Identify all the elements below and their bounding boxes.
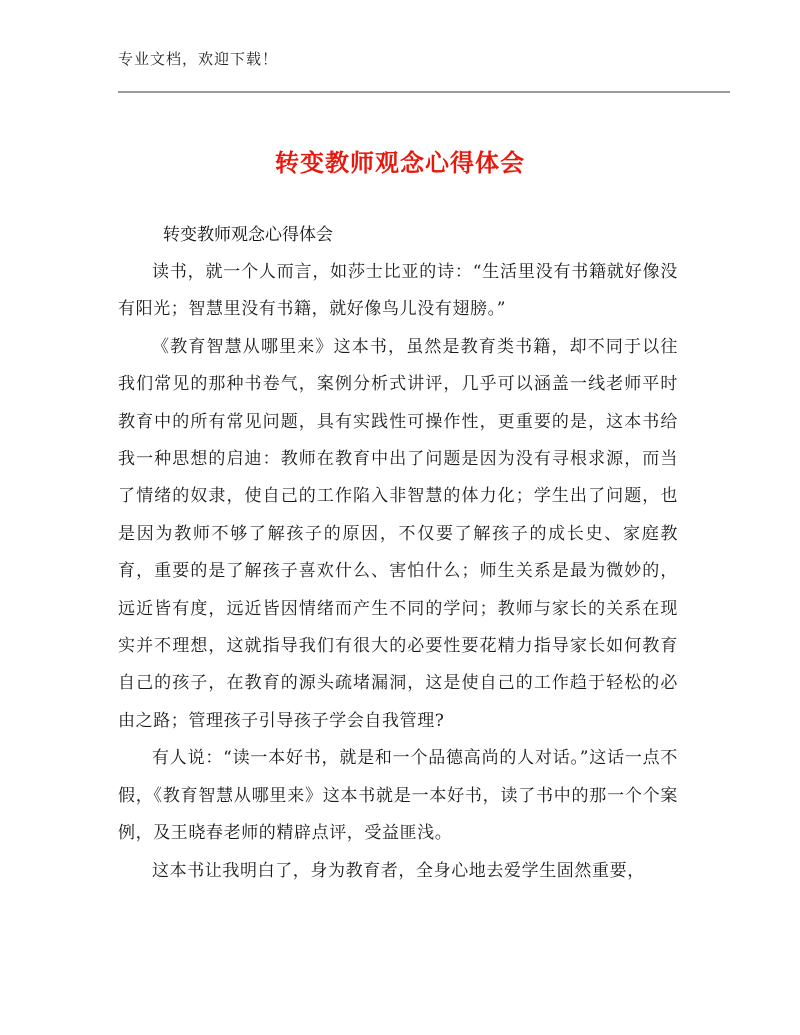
paragraph: 《教育智慧从哪里来》这本书，虽然是教育类书籍，却不同于以往我们常见的那种书卷气，案例分析式讲评，几乎可以涵盖一线老师平时教育中的所有常见问题，具有实践性可操作性，更重要的是，这本书给我一种思想的启迪：教师在教育中出了问题是因为没有寻根求源，而当了情绪的奴隶，使自己的工作陷入非智慧的体力化；学生出了问题，也是因为教师不够了解孩子的原因，不仅要了解孩子的成长史、家庭教育，重要的是了解孩子喜欢什么、害怕什么；师生关系是最为微妙的，远近皆有度，远近皆因情绪而产生不同的学问；教师与家长的关系在现实并不理想，这就指导我们有很大的必要性要花精力指导家长如何教育自己的孩子，在教育的源头疏堵漏洞，这是使自己的工作趋于轻松的必由之路；管理孩子引导孩子学会自我管理? — [118, 336, 678, 731]
section-subtitle: 转变教师观念心得体会 — [163, 225, 333, 245]
body-text — [118, 254, 678, 890]
paragraph: 读书，就一个人而言，如莎士比亚的诗：“生活里没有书籍就好像没有阳光；智慧里没有书籍，就好像鸟儿没有翅膀。” — [118, 262, 678, 320]
document-title: 转变教师观念心得体会 — [275, 149, 525, 177]
header-divider — [118, 91, 730, 93]
header-text: 专业文档，欢迎下载！ — [118, 50, 279, 68]
paragraph: 这本书让我明白了，身为教育者，全身心地去爱学生固然重要， — [152, 860, 645, 881]
paragraph: 有人说：“读一本好书，就是和一个品德高尚的人对话。”这话一点不假，《教育智慧从哪里来》这本书就是一本好书，读了书中的那一个个案例，及王晓春老师的精辟点评，受益匪浅。 — [118, 748, 678, 844]
